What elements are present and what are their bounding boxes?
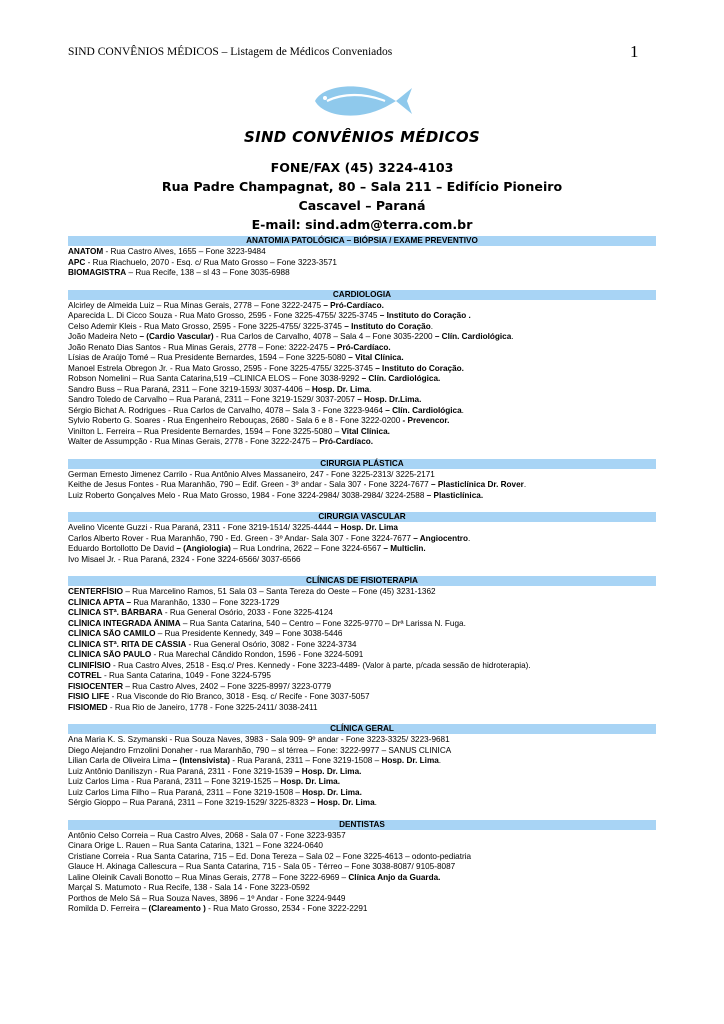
entry-text: Manoel Estrela Obregon Jr. - Rua Mato Grosso, 2595 - Fone 3225-4755/ 3225-3745 xyxy=(68,363,376,373)
list-item xyxy=(68,534,656,545)
section-header: CARDIOLOGIA xyxy=(68,290,656,300)
entry-text: . xyxy=(438,756,442,765)
entry-text-bold: CLÍNICA INTEGRADA ÂNIMA xyxy=(68,618,181,628)
entry-text: – Rua Santa Catarina, 540 – Centro – Fone 3225-9770 – Drª Larissa N. Fuga. xyxy=(180,618,466,628)
section-header: ANATOMIA PATOLÓGICA – BIÓPSIA / EXAME PREVENTIVO xyxy=(68,236,656,246)
entry-text: Sérgio Bichat A. Rodrigues - Rua Carlos de Carvalho, 4078 – Sala 3 - Fone 3223-9464 xyxy=(68,405,386,415)
list-item xyxy=(68,650,656,661)
entry-text-bold: – Angiocentro xyxy=(413,533,468,543)
entry-text: Eduardo Bortollotto De David xyxy=(68,544,177,553)
entry-text: - Rua Riachuelo, 2070 - Esq. c/ Rua Mato Grosso – Fone 3223-3571 xyxy=(85,257,337,267)
list-item xyxy=(68,587,656,598)
entry-text: Porthos de Melo Sá – Rua Souza Naves, 3896 – 1º Andar - Fone 3224-9449 xyxy=(68,893,346,903)
entry-text-bold: – Hosp. Dr. Lima. xyxy=(294,766,362,776)
list-item xyxy=(68,395,656,406)
contact-email: E-mail: sind.adm@terra.com.br xyxy=(251,217,473,232)
entry-text-bold: – Instituto do Coração xyxy=(344,321,431,331)
list-item xyxy=(68,301,656,312)
entry-text-bold: BIOMAGISTRA xyxy=(68,268,127,277)
entry-text: . xyxy=(461,405,464,415)
list-item xyxy=(68,437,656,448)
list-item xyxy=(68,661,656,672)
running-header: SIND CONVÊNIOS MÉDICOS – Listagem de Médicos Conveniados xyxy=(68,46,393,58)
entry-text-bold: FISIO LIFE xyxy=(68,692,110,701)
entry-text-bold: CLÍNICA SÃO CAMILO xyxy=(68,629,156,638)
entry-text: - Rua Marechal Cândido Rondon, 1596 - Fone 3224-5091 xyxy=(151,650,364,659)
entry-text: Walter de Assumpção - Rua Minas Gerais, 2778 - Fone 3222-2475 – xyxy=(68,437,320,446)
list-item xyxy=(68,406,656,417)
section xyxy=(68,459,656,502)
list-item xyxy=(68,523,656,534)
entry-text: - Rua Paraná, 2311 – Fone 3219-1508 – xyxy=(230,756,382,765)
entry-text: Aparecida L. Di Cicco Souza - Rua Mato Grosso, 2595 - Fone 3225-4755/ 3225-3745 xyxy=(68,311,380,320)
section-header: CLÍNICA GERAL xyxy=(68,724,656,734)
entry-text: – Rua Castro Alves, 2402 – Fone 3225-8997/ 3223-0779 xyxy=(123,681,332,691)
list-item xyxy=(68,385,656,396)
entry-text-bold: COTREL xyxy=(68,671,102,680)
list-item xyxy=(68,852,656,863)
entry-text: João Madeira Neto xyxy=(68,332,140,341)
list-item xyxy=(68,746,656,757)
entry-text-bold: – Clín. Cardiológica. xyxy=(361,374,441,383)
entry-text: - Rua Mato Grosso, 2534 - Fone 3222-2291 xyxy=(205,904,368,913)
entry-text-bold: Hosp. Dr. Lima xyxy=(381,756,439,765)
entry-text-bold: – Clín. Cardiológica xyxy=(385,405,462,415)
entry-text: Marçal S. Matumoto - Rua Recife, 138 - Sala 14 - Fone 3223-0592 xyxy=(68,883,310,892)
entry-text: João Renato Dias Santos - Rua Minas Gerais, 2778 – Fone: 3222-2475 xyxy=(68,342,331,352)
entry-text: Luiz Roberto Gonçalves Melo - Rua Mato Grosso, 1984 - Fone 3224-2984/ 3038-2984/ 3224-2588 xyxy=(68,490,427,500)
entry-text-bold: – Pró-Cardíaco. xyxy=(330,342,391,352)
entry-text: Rua Maranhão, 1330 – Fone 3223-1729 xyxy=(131,597,280,607)
list-item xyxy=(68,364,656,375)
entry-text-bold: Clínica Anjo da Guarda. xyxy=(348,872,441,882)
entry-text: Antônio Celso Correia – Rua Castro Alves, 2068 - Sala 07 - Fone 3223-9357 xyxy=(68,830,346,840)
list-item xyxy=(68,268,656,279)
logo-text: SIND CONVÊNIOS MÉDICOS xyxy=(243,128,481,146)
entry-text-bold: – Hosp. Dr. Lima xyxy=(333,523,398,532)
entry-text: . xyxy=(374,798,377,807)
list-item xyxy=(68,491,656,502)
list-item xyxy=(68,470,656,481)
entry-text: - Rua General Osório, 3082 - Fone 3224-3734 xyxy=(186,639,357,649)
entry-text: Sandro Buss – Rua Paraná, 2311 – Fone 3219-1593/ 3037-4406 – xyxy=(68,384,312,394)
entry-text: Luiz Carlos Lima Filho – Rua Paraná, 2311 – Fone 3219-1508 – xyxy=(68,787,303,797)
provider-listing xyxy=(68,236,656,926)
list-item xyxy=(68,608,656,619)
list-item xyxy=(68,894,656,905)
list-item xyxy=(68,904,656,915)
list-item xyxy=(68,767,656,778)
entry-text: Celso Ademir Kleis - Rua Mato Grosso, 2595 - Fone 3225-4755/ 3225-3745 xyxy=(68,321,345,331)
list-item xyxy=(68,703,656,714)
entry-text: Luiz Antônio Daniliszyn - Rua Paraná, 2311 - Fone 3219-1539 xyxy=(68,766,295,776)
list-item xyxy=(68,841,656,852)
entry-text: Lísias de Araújo Tomé – Rua Presidente Bernardes, 1594 – Fone 3225-5080 xyxy=(68,353,349,362)
entry-text: – Rua Recife, 138 – sl 43 – Fone 3035-6988 xyxy=(126,268,290,277)
list-item xyxy=(68,353,656,364)
entry-text: Carlos Alberto Rover - Rua Maranhão, 790 - Ed. Green - 3º Andar- Sala 307 - Fone 3224-7677 xyxy=(68,533,414,543)
entry-text: Sandro Toledo de Carvalho – Rua Paraná, 2311 – Fone 3219-1529/ 3037-2057 xyxy=(68,395,358,404)
list-item xyxy=(68,873,656,884)
entry-text-bold: FISIOCENTER xyxy=(68,681,124,691)
entry-text-bold: APC xyxy=(68,257,86,267)
entry-text: Sylvio Roberto G. Soares - Rua Engenheiro Rebouças, 2680 - Sala 6 e 8 - Fone 3222-0200 xyxy=(68,416,403,425)
list-item xyxy=(68,788,656,799)
entry-text-bold: – Pró-Cardíaco. xyxy=(323,300,384,310)
list-item xyxy=(68,480,656,491)
entry-text-bold: – Hosp. Dr.Lima. xyxy=(357,395,422,404)
list-item xyxy=(68,343,656,354)
list-item xyxy=(68,332,656,343)
contact-phone: FONE/FAX (45) 3224-4103 xyxy=(270,160,454,175)
entry-text: – Rua Marcelino Ramos, 51 Sala 03 – Santa Tereza do Oeste – Fone (45) 3231-1362 xyxy=(123,587,436,596)
entry-text-bold: Hosp. Dr. Lima. xyxy=(302,787,362,797)
entry-text: Sérgio Gioppo – Rua Paraná, 2311 – Fone 3219-1529/ 3225-8323 xyxy=(68,798,311,807)
entry-text-bold: CLÍNICA SÃO PAULO xyxy=(68,650,152,659)
list-item xyxy=(68,798,656,809)
entry-text: Lilian Carla de Oliveira Lima xyxy=(68,756,173,765)
list-item xyxy=(68,629,656,640)
section xyxy=(68,576,656,713)
entry-text-bold: – Instituto do Coração. xyxy=(375,363,464,373)
entry-text: Laline Oleinik Cavali Bonotto – Rua Minas Gerais, 2778 – Fone 3222-6969 – xyxy=(68,872,349,882)
entry-text: Cristiane Correia - Rua Santa Catarina, 715 – Ed. Dona Tereza – Sala 02 – Fone 3225-4613 – odonto-pediatria xyxy=(68,851,472,861)
entry-text-bold: Vital Clínica. xyxy=(341,426,390,436)
entry-text: Avelino Vicente Guzzi - Rua Paraná, 2311 - Fone 3219-1514/ 3225-4444 xyxy=(68,523,334,532)
entry-text: Alcirley de Almeida Luiz – Rua Minas Gerais, 2778 – Fone 3222-2475 xyxy=(68,300,324,310)
section-header: DENTISTAS xyxy=(68,820,656,830)
entry-text: Romilda D. Ferreira – xyxy=(68,904,149,913)
entry-text: . xyxy=(511,332,514,341)
contact-city: Cascavel – Paraná xyxy=(298,198,426,213)
entry-text-bold: Pró-Cardíaco. xyxy=(319,437,374,446)
entry-text-bold: CLÍNICA APTA – xyxy=(68,597,132,607)
list-item xyxy=(68,416,656,427)
section xyxy=(68,820,656,915)
entry-text: – Rua Presidente Kennedy, 349 – Fone 3038-5446 xyxy=(155,629,343,638)
list-item xyxy=(68,555,656,566)
list-item xyxy=(68,427,656,438)
section-header: CIRURGIA VASCULAR xyxy=(68,512,656,522)
entry-text: Glauce H. Akinaga Callescura – Rua Santa Catarina, 715 - Sala 05 - Térreo – Fone 3038-8087/ 9105-8087 xyxy=(68,862,456,871)
entry-text: - Rua General Osório, 2033 - Fone 3225-4124 xyxy=(162,608,333,617)
entry-text-bold: – (Intensivista) xyxy=(172,756,231,765)
entry-text: - Rua Castro Alves, 2518 - Esq.c/ Pres. Kennedy - Fone 3223-4489- (Valor à parte, p/cada sessão de hidroterapia). xyxy=(110,660,531,670)
entry-text: . xyxy=(369,384,372,394)
entry-text-bold: CLÍNICA STª. BÁRBARA xyxy=(68,608,163,617)
list-item xyxy=(68,682,656,693)
page-number: 1 xyxy=(630,42,639,61)
entry-text: Keithe de Jesus Fontes - Rua Maranhão, 790 – Edif. Green - 3º andar - Sala 307 - Fone 3224-7677 xyxy=(68,480,432,489)
list-item xyxy=(68,671,656,682)
list-item xyxy=(68,883,656,894)
section xyxy=(68,512,656,565)
entry-text: . xyxy=(468,533,471,543)
section xyxy=(68,724,656,809)
section-header: CIRURGIA PLÁSTICA xyxy=(68,459,656,469)
entry-text: Vinilton L. Ferreira – Rua Presidente Bernardes, 1594 – Fone 3225-5080 – xyxy=(68,426,342,436)
entry-text-bold: Hosp. Dr. Lima. xyxy=(280,777,341,786)
list-item xyxy=(68,247,656,258)
entry-text-bold: – Plasticlínica. xyxy=(426,490,484,500)
entry-text-bold: – Clín. Cardiológica xyxy=(434,332,512,341)
entry-text: - Rua Visconde do Rio Branco, 3018 - Esq. c/ Recife - Fone 3037-5057 xyxy=(109,692,370,701)
list-item xyxy=(68,322,656,333)
section-header: CLÍNICAS DE FISIOTERAPIA xyxy=(68,576,656,586)
contact-address: Rua Padre Champagnat, 80 – Sala 211 – Edifício Pioneiro xyxy=(161,179,563,194)
list-item xyxy=(68,258,656,269)
entry-text-bold: – Plasticlínica Dr. Rover xyxy=(431,480,524,489)
section xyxy=(68,236,656,279)
entry-text-bold: CLINIFÍSIO xyxy=(68,660,111,670)
entry-text-bold: – Vital Clínica. xyxy=(348,353,404,362)
list-item xyxy=(68,735,656,746)
entry-text: . xyxy=(523,480,527,489)
entry-text: Ana Maria K. S. Szymanski - Rua Souza Naves, 3983 - Sala 909- 9º andar - Fone 3223-3325/ 3223-9681 xyxy=(68,735,450,744)
contact-block xyxy=(0,158,724,234)
entry-text-bold: – (Angiologia) xyxy=(176,544,231,553)
entry-text: Robson Nomelini – Rua Santa Catarina,519 –CLINICA ELOS – Fone 3038-9292 xyxy=(68,374,362,383)
list-item xyxy=(68,311,656,322)
list-item xyxy=(68,862,656,873)
entry-text: German Ernesto Jimenez Carrilo - Rua Antônio Alves Massaneiro, 247 - Fone 3225-2313/ 3225-2171 xyxy=(68,469,435,479)
entry-text-bold: Hosp. Dr. Lima xyxy=(311,384,370,394)
entry-text-bold: FISIOMED xyxy=(68,702,108,712)
entry-text-bold: CENTERFÍSIO xyxy=(68,587,124,596)
entry-text: - Rua Carlos de Carvalho, 4078 – Sala 4 – Fone 3035-2200 xyxy=(213,332,435,341)
list-item xyxy=(68,619,656,630)
entry-text-bold: CLÍNICA STª. RITA DE CÁSSIA xyxy=(68,639,187,649)
section xyxy=(68,290,656,448)
entry-text-bold: - Prevencor. xyxy=(402,416,450,425)
entry-text: Luiz Carlos Lima - Rua Paraná, 2311 – Fone 3219-1525 – xyxy=(68,777,281,786)
list-item xyxy=(68,756,656,767)
list-item xyxy=(68,692,656,703)
fish-logo-icon xyxy=(307,80,417,122)
entry-text: - Rua Santa Catarina, 1049 - Fone 3224-5795 xyxy=(101,671,271,680)
entry-text-bold: – Hosp. Dr. Lima xyxy=(310,798,375,807)
entry-text-bold: – Instituto do Coração . xyxy=(379,311,471,320)
entry-text-bold: (Clareamento ) xyxy=(148,904,206,913)
entry-text: Cinara Orige L. Rauen – Rua Santa Catarina, 1321 – Fone 3224-0640 xyxy=(68,841,323,850)
entry-text: . xyxy=(430,321,433,331)
entry-text-bold: ANATOM xyxy=(68,247,104,256)
entry-text: – Rua Londrina, 2622 – Fone 3224-6567 xyxy=(230,544,384,553)
entry-text: Diego Alejandro Frnzolini Donaher - rua Maranhão, 790 – sl térrea – Fone: 3222-9977 – SANUS CLINICA xyxy=(68,745,452,755)
list-item xyxy=(68,544,656,555)
entry-text: - Rua Castro Alves, 1655 – Fone 3223-9484 xyxy=(103,247,266,256)
list-item xyxy=(68,640,656,651)
entry-text-bold: – (Cardio Vascular) xyxy=(139,332,214,341)
list-item xyxy=(68,831,656,842)
entry-text-bold: – Multiclin. xyxy=(383,544,426,553)
list-item xyxy=(68,777,656,788)
entry-text: Ivo Misael Jr. - Rua Paraná, 2324 - Fone 3224-6566/ 3037-6566 xyxy=(68,554,301,564)
entry-text: - Rua Rio de Janeiro, 1778 - Fone 3225-2411/ 3038-2411 xyxy=(107,702,318,712)
list-item xyxy=(68,374,656,385)
list-item xyxy=(68,598,656,609)
